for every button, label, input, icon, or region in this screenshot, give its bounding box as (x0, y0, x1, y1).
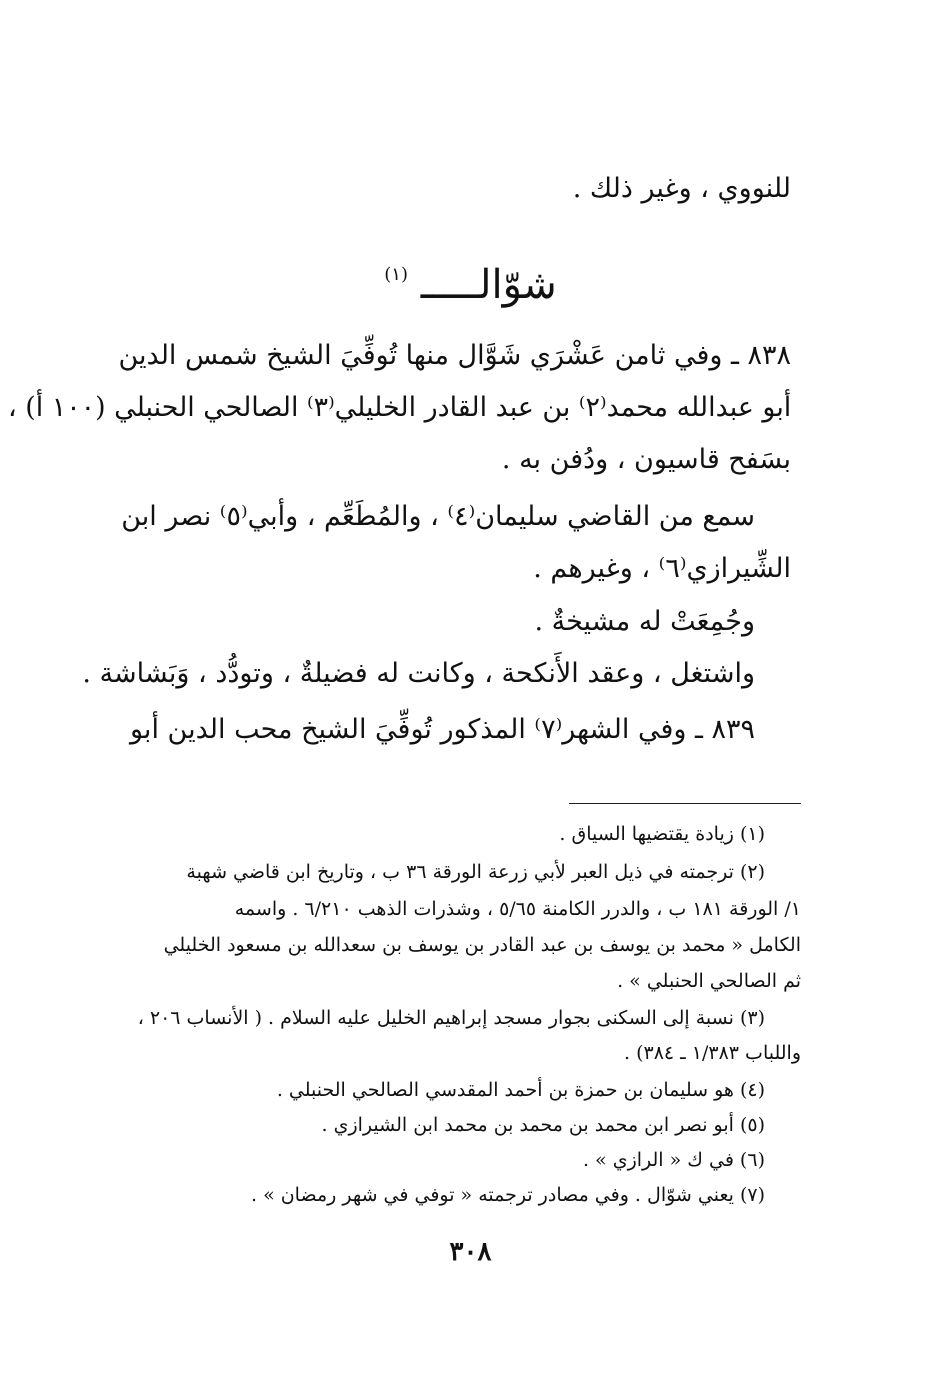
entry-839-line-1: ٨٣٩ ـ وفي الشهر⁽٧⁾ المذكور تُوفِّيَ الشيخ محب الدين أبو (129, 714, 755, 745)
footnote-3-line-2: واللباب ١/٣٨٣ ـ ٣٨٤) . (624, 1042, 801, 1064)
footnote-2-line-2: ١/ الورقة ١٨١ ب ، والدرر الكامنة ٥/٦٥ ، وشذرات الذهب ٦/٢١٠ . واسمه (234, 898, 801, 920)
footnote-2-line-4: ثم الصالحي الحنبلي » . (617, 970, 801, 992)
heading-footnote-mark: (١) (384, 264, 408, 285)
footnote-separator (569, 803, 801, 804)
footnote-7: (٧) يعني شوّال . وفي مصادر ترجمته « توفي في شهر رمضان » . (250, 1184, 765, 1206)
footnote-4: (٤) هو سليمان بن حمزة بن أحمد المقدسي الصالحي الحنبلي . (276, 1079, 765, 1101)
entry-838-line-2: أبو عبدالله محمد⁽٢⁾ بن عبد القادر الخليلي⁽٣⁾ الصالحي الحنبلي (١٠٠ أ) ، (7, 392, 791, 423)
footnote-6: (٦) في ك « الرازي » . (582, 1149, 765, 1171)
footnote-1: (١) زيادة يقتضيها السياق . (559, 823, 765, 845)
footnote-2-line-1: (٢) ترجمته في ذيل العبر لأبي زرعة الورقة ٣٦ ب ، وتاريخ ابن قاضي شهبة (186, 861, 765, 883)
footnote-2-line-3: الكامل « محمد بن يوسف بن عبد القادر بن يوسف بن سعدالله بن مسعود الخليلي (163, 934, 801, 956)
entry-838-line-3: بسَفح قاسيون ، ودُفن به . (501, 444, 791, 475)
page-number: ٣٠٨ (449, 1237, 492, 1267)
entry-838-line-1: ٨٣٨ ـ وفي ثامن عَشْرَي شَوَّال منها تُوفِّيَ الشيخ شمس الدين (118, 340, 791, 371)
intro-line: للنووي ، وغير ذلك . (572, 173, 791, 204)
entry-838-para-2-line-2: الشِّيرازي⁽٦⁾ ، وغيرهم . (533, 553, 791, 584)
entry-838-para-4: واشتغل ، وعقد الأَنكحة ، وكانت له فضيلةٌ ، وتودُّد ، وَبَشاشة . (82, 658, 755, 689)
section-heading (0, 262, 941, 308)
footnote-5: (٥) أبو نصر ابن محمد بن محمد بن محمد ابن الشيرازي . (321, 1114, 765, 1136)
footnote-3-line-1: (٣) نسبة إلى السكنى بجوار مسجد إبراهيم الخليل عليه السلام . ( الأنساب ٢٠٦ ، (137, 1007, 765, 1029)
entry-838-para-3: وجُمِعَتْ له مشيخةٌ . (534, 606, 755, 637)
entry-838-para-2-line-1: سمع من القاضي سليمان⁽٤⁾ ، والمُطَعِّم ، وأبي⁽٥⁾ نصر ابن (121, 501, 755, 532)
heading-title: شوّالـــــ (420, 262, 557, 308)
